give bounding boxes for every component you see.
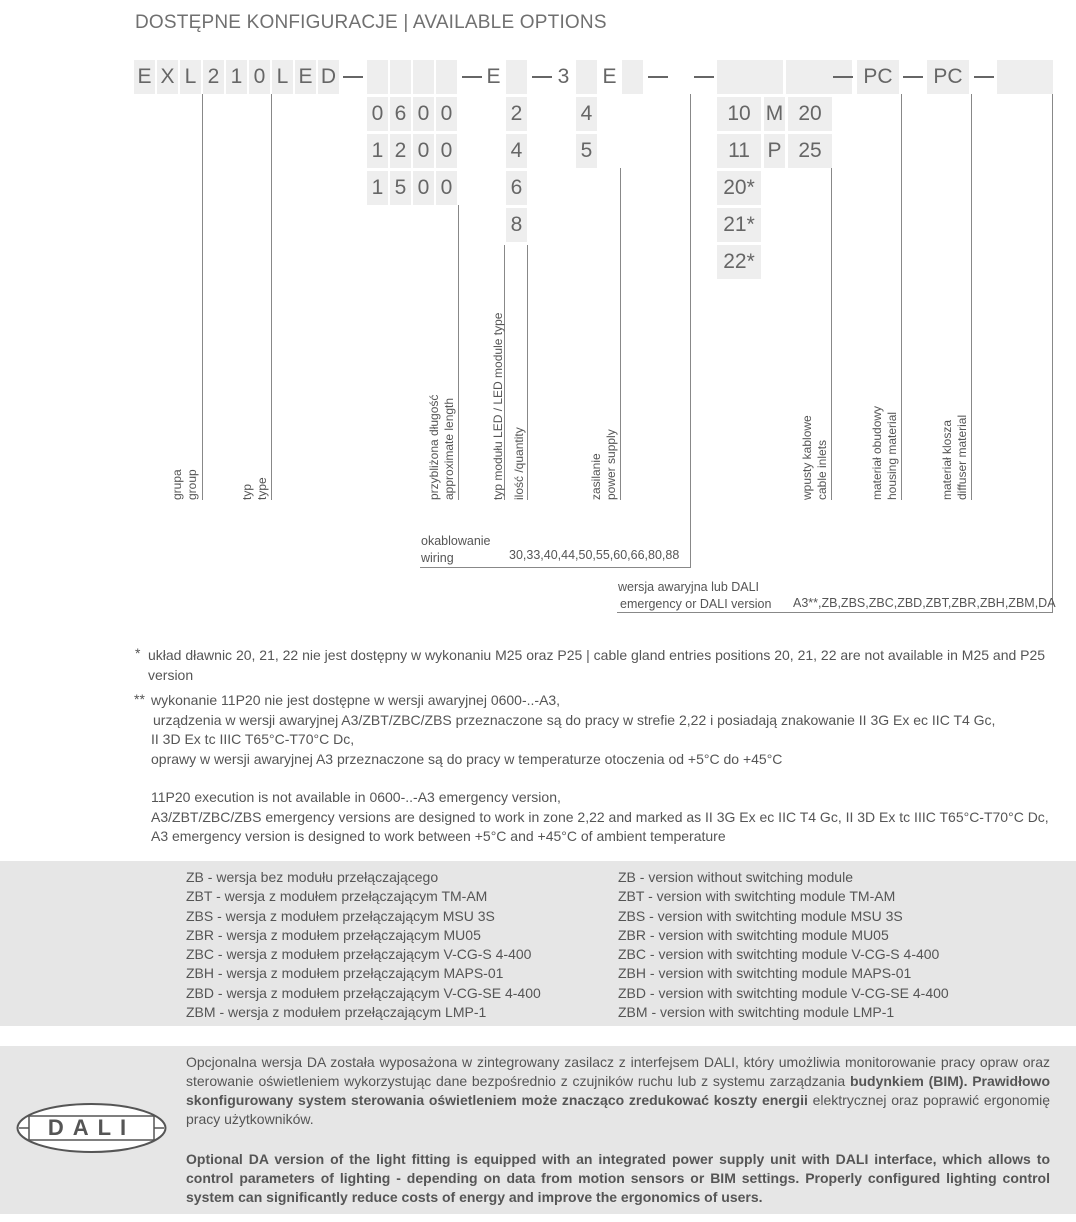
group-label-pl: grupa [170,469,184,500]
housing-label-en: housing material [885,411,899,500]
code-char: L [180,60,201,94]
zb-item: ZBS - wersja z modułem przełączającym MSU 3S [186,907,495,924]
fixed-pc1: PC [857,60,899,94]
zb-item: ZBD - wersja z modułem przełączającym V-CG-SE 4-400 [186,984,541,1001]
dali-logo [15,1102,168,1154]
separator-dash [903,76,923,78]
note-2-line: urządzenia w wersji awaryjnej A3/ZBT/ZBC/ZBS przeznaczone są do pracy w strefie 2,22 i posiadają znakowanie II 3G Ex ec IIC T4 Gc, [153,711,996,728]
length-label [427,395,457,500]
fixed-e2: E [602,65,617,88]
connector-line [690,94,691,568]
connector-line [202,94,203,500]
power-option: 5 [576,134,597,168]
code-char: L [272,60,293,94]
zb-item: ZBT - version with switchting module TM-AM [618,888,896,905]
zb-list-en [618,868,949,1022]
separator-dash [694,76,714,78]
code-char: E [295,60,316,94]
dali-text-pl-end: elektrycznej oraz poprawić ergonomię pracy użytkowników. [186,1092,1051,1127]
connector-line [620,168,621,500]
blank-emergency [997,60,1053,94]
zb-item: ZBD - version with switchting module V-CG-SE 4-400 [618,984,949,1001]
dali-text-pl [186,1053,1050,1129]
zb-item: ZBR - version with switchting module MU05 [618,926,889,943]
length-digit: 0 [413,171,434,205]
separator-dash [462,76,482,78]
zb-item: ZBS - version with switchting module MSU 3S [618,907,903,924]
inlet-option: 10 [717,97,761,131]
length-label-pl: przybliżona długość [427,394,441,500]
connector-line [271,94,272,500]
inlets-label-en: cable inlets [815,439,829,500]
note-3-line: A3 emergency version is designed to work between +5°C and +45°C of ambient temperature [151,828,726,844]
inlets-label [800,415,830,500]
led-type-option: 4 [506,134,527,168]
emergency-label-en: emergency or DALI version [620,597,772,611]
wiring-values: 30,33,40,44,50,55,60,66,80,88 [509,548,680,562]
connector-line [458,205,459,500]
connector-line [971,94,972,500]
group-label-en: group [185,469,199,500]
length-digit: 2 [390,134,411,168]
code-char: X [157,60,178,94]
note-3 [151,788,1061,847]
note-3-line: A3/ZBT/ZBC/ZBS emergency versions are designed to work in zone 2,22 and marked as II 3G Ex ec IIC T4 Gc, II 3D Ex tc IIIC T65°C-T70°C Dc, [151,808,1049,825]
emergency-label-pl: wersja awaryjna lub DALI [618,580,760,594]
length-digit: 6 [390,97,411,131]
length-digit: 0 [436,97,457,131]
inlet-option: P [764,134,785,168]
connector-line [420,567,691,568]
power-option: 4 [576,97,597,131]
connector-line [831,168,832,500]
zb-item: ZBH - version with switchting module MAPS-01 [618,965,912,982]
inlet-option: 21* [717,208,761,242]
zb-item: ZBH - wersja z modułem przełączającym MAPS-01 [186,965,504,982]
blank-length [436,60,457,94]
inlet-option: 20* [717,171,761,205]
note-1: układ dławnic 20, 21, 22 nie jest dostępny w wykonaniu M25 oraz P25 | cable gland entries positions 20, 21, 22 are not available in M25 and P25 version [148,647,1046,683]
zb-item: ZBR - wersja z modułem przełączającym MU05 [186,926,481,943]
note-2 [151,691,1061,769]
note-2-line: wykonanie 11P20 nie jest dostępne w wersji awaryjnej 0600-..-A3, [151,692,561,708]
length-digit: 1 [367,171,388,205]
connector-line [617,612,1053,613]
led-type-option: 2 [506,97,527,131]
blank-length [367,60,388,94]
housing-label [870,406,900,500]
inlet-option: 25 [788,134,832,168]
inlets-label-pl: wpusty kablowe [800,415,814,500]
note-dstar: ** [134,691,145,707]
note-2-line: oprawy w wersji awaryjnej A3 przeznaczone są do pracy w temperaturze otoczenia od +5°C do +45°C [151,750,783,767]
length-digit: 0 [413,134,434,168]
blank-length [390,60,411,94]
wiring-label-en: wiring [421,551,454,565]
length-digit: 0 [413,97,434,131]
code-char: D [318,60,339,94]
zb-item: ZB - wersja bez modułu przełączającego [186,869,439,885]
emergency-values: A3**,ZB,ZBS,ZBC,ZBD,ZBT,ZBR,ZBH,ZBM,DA [793,596,1056,610]
inlet-option: 22* [717,245,761,279]
dali-text-en: Optional DA version of the light fitting is equipped with an integrated power supply unit with DALI interface, which allows to control parameters of lighting - depending on data from motion sensors or BIM settings. Properly configured lighting control system can significantly reduce costs of energy and improve the ergonomics of users. [186,1151,1050,1205]
separator-dash [648,76,668,78]
length-digit: 0 [367,97,388,131]
wiring-label-pl: okablowanie [421,534,491,548]
length-digit: 0 [436,171,457,205]
inlet-option: M [764,97,785,131]
zb-list-pl [186,868,541,1022]
connector-line [527,245,528,500]
fixed-three: 3 [557,65,570,88]
led-type-option: 6 [506,171,527,205]
zb-item: ZBC - version with switchting module V-CG-S 4-400 [618,946,940,963]
separator-dash [343,76,363,78]
zb-item: ZB - version without switching module [618,869,853,885]
housing-label-pl: materiał obudowy [870,405,884,500]
length-digit: 1 [367,134,388,168]
length-digit: 0 [436,134,457,168]
blank-wiring [622,60,643,94]
power-label-en: power supply [604,429,618,500]
zb-item: ZBM - version with switchting module LMP-1 [618,1004,895,1021]
code-char: 1 [226,60,247,94]
led-type-option: 8 [506,208,527,242]
diffuser-label-pl: materiał klosza [940,419,954,500]
blank-length [413,60,434,94]
zb-item: ZBT - wersja z modułem przełączającym TM-AM [186,888,488,905]
blank-led-type [506,60,527,94]
type-label [240,477,270,500]
length-label-en: approximate length [442,397,456,500]
dali-logo-text: DALI [47,1115,136,1140]
diffuser-label [940,415,970,500]
connector-line [901,94,902,500]
fixed-pc2: PC [927,60,969,94]
module-type-label: typ modułu LED / LED module type [491,312,505,500]
connector-line [1052,94,1053,612]
zb-item: ZBM - wersja z modułem przełączającym LMP-1 [186,1004,487,1021]
note-star: * [135,645,141,661]
inlet-option: 11 [717,134,761,168]
inlet-option: 20 [788,97,832,131]
fixed-e1: E [486,65,501,88]
separator-dash [833,76,853,78]
type-label-en: type [255,477,269,500]
type-label-pl: typ [240,483,254,500]
blank-inlets [717,60,783,94]
code-char: E [134,60,155,94]
separator-dash [974,76,994,78]
zb-item: ZBC - wersja z modułem przełączającym V-CG-S 4-400 [186,946,532,963]
note-3-line: 11P20 execution is not available in 0600-..-A3 emergency version, [151,789,561,805]
power-label-pl: zasilanie [589,453,603,500]
blank-power [576,60,597,94]
separator-dash [532,76,552,78]
length-digit: 5 [390,171,411,205]
quantity-label: ilość /quantity [512,427,526,500]
code-char: 0 [249,60,270,94]
note-2-line: II 3D Ex tc IIIC T65°C-T70°C Dc, [151,731,355,747]
code-char: 2 [203,60,224,94]
diffuser-label-en: diffuser material [955,414,969,500]
dali-text-pl-bold: budynkiem (BIM). Prawidłowo skonfigurowany system sterowania oświetleniem może znacząco zredukować koszty energii [186,1073,1050,1108]
group-label [170,469,200,500]
page-title: DOSTĘPNE KONFIGURACJE | AVAILABLE OPTIONS [135,12,607,33]
power-label [589,429,619,500]
dali-text-pl-body: Opcjonalna wersja DA została wyposażona w zintegrowany zasilacz z interfejsem DALI, który umożliwia monitorowanie pracy opraw oraz sterowanie oświetleniem wykorzystując dane bezpośrednio z czujników ruchu lub z systemu zarządzania [186,1054,1050,1089]
